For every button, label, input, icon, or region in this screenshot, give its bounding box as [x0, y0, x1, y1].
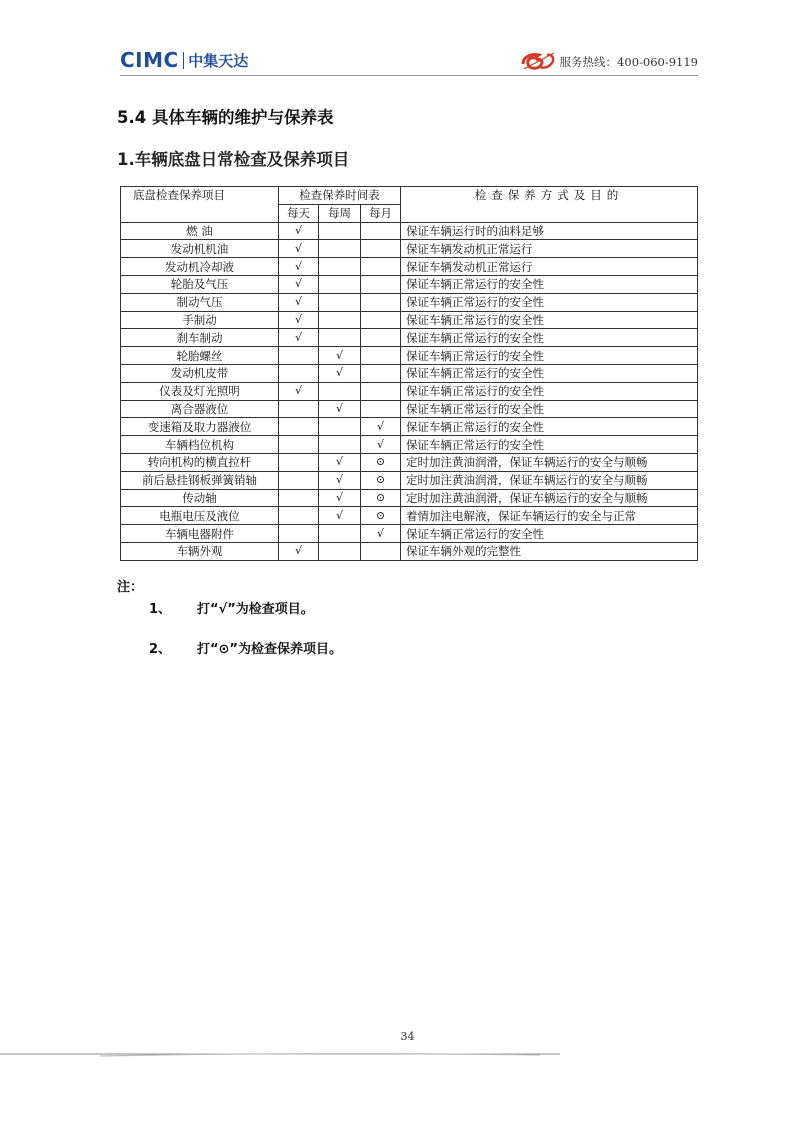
row-daily: √	[279, 275, 319, 293]
table-row	[121, 275, 698, 293]
row-monthly	[361, 275, 401, 293]
table-row	[121, 347, 698, 365]
row-daily	[279, 507, 319, 525]
row-weekly: √	[319, 347, 361, 365]
row-method: 定时加注黄油润滑，保证车辆运行的安全与顺畅	[401, 489, 698, 507]
header-item: 底盘检查保养项目	[121, 187, 279, 223]
row-monthly	[361, 347, 401, 365]
row-method: 保证车辆正常运行的安全性	[401, 525, 698, 543]
row-daily: √	[279, 329, 319, 347]
table-row	[121, 453, 698, 471]
row-item: 手制动	[121, 311, 279, 329]
row-daily: √	[279, 222, 319, 240]
row-monthly	[361, 400, 401, 418]
row-weekly	[319, 418, 361, 436]
row-daily: √	[279, 542, 319, 560]
row-item: 车辆档位机构	[121, 436, 279, 454]
notes	[117, 576, 342, 657]
row-item: 电瓶电压及液位	[121, 507, 279, 525]
row-daily: √	[279, 240, 319, 258]
header-monthly: 每月	[361, 204, 401, 222]
table-row	[121, 382, 698, 400]
row-item: 轮胎螺丝	[121, 347, 279, 365]
table-row	[121, 240, 698, 258]
row-monthly	[361, 222, 401, 240]
row-daily: √	[279, 382, 319, 400]
row-method: 保证车辆正常运行的安全性	[401, 275, 698, 293]
row-method: 定时加注黄油润滑，保证车辆运行的安全与顺畅	[401, 453, 698, 471]
row-monthly	[361, 542, 401, 560]
row-weekly	[319, 436, 361, 454]
table-row	[121, 525, 698, 543]
table-row	[121, 471, 698, 489]
row-item: 传动轴	[121, 489, 279, 507]
footer-divider	[0, 1050, 560, 1058]
table-row	[121, 222, 698, 240]
service-logo-icon	[520, 50, 556, 74]
table-body	[121, 222, 698, 560]
row-monthly: √	[361, 418, 401, 436]
row-daily	[279, 418, 319, 436]
row-daily: √	[279, 311, 319, 329]
subsection-title: 1.车辆底盘日常检查及保养项目	[117, 150, 350, 169]
row-item: 仪表及灯光照明	[121, 382, 279, 400]
row-monthly	[361, 240, 401, 258]
maintenance-table	[120, 186, 698, 561]
row-method: 保证车辆正常运行的安全性	[401, 293, 698, 311]
row-item: 轮胎及气压	[121, 275, 279, 293]
row-weekly	[319, 275, 361, 293]
row-item: 变速箱及取力器液位	[121, 418, 279, 436]
row-item: 车辆电器附件	[121, 525, 279, 543]
row-method: 保证车辆发动机正常运行	[401, 240, 698, 258]
table-row	[121, 329, 698, 347]
row-weekly	[319, 311, 361, 329]
row-weekly: √	[319, 453, 361, 471]
page-number: 34	[400, 1030, 415, 1043]
row-weekly: √	[319, 489, 361, 507]
row-item: 刹车制动	[121, 329, 279, 347]
row-monthly	[361, 311, 401, 329]
row-monthly	[361, 293, 401, 311]
row-daily	[279, 347, 319, 365]
note-number: 2、	[149, 642, 172, 657]
row-weekly	[319, 240, 361, 258]
row-daily	[279, 471, 319, 489]
row-monthly	[361, 382, 401, 400]
page-header	[120, 44, 698, 76]
row-method: 着情加注电解液，保证车辆运行的安全与正常	[401, 507, 698, 525]
row-daily	[279, 489, 319, 507]
row-daily: √	[279, 258, 319, 276]
row-item: 燃 油	[121, 222, 279, 240]
row-weekly: √	[319, 507, 361, 525]
table-row	[121, 542, 698, 560]
header-divider	[120, 75, 698, 76]
row-weekly	[319, 525, 361, 543]
table-row	[121, 364, 698, 382]
row-item: 离合器液位	[121, 400, 279, 418]
table-row	[121, 489, 698, 507]
hotline-text: 服务热线：400-060-9119	[559, 55, 698, 69]
row-item: 发动机皮带	[121, 364, 279, 382]
row-weekly	[319, 542, 361, 560]
row-method: 保证车辆正常运行的安全性	[401, 329, 698, 347]
logo-chinese-name: 中集天达	[188, 51, 249, 70]
row-monthly: √	[361, 436, 401, 454]
row-daily	[279, 400, 319, 418]
row-item: 前后悬挂钢板弹簧销轴	[121, 471, 279, 489]
note-text: 打“√”为检查项目。	[197, 602, 314, 617]
table-row	[121, 436, 698, 454]
notes-title: 注：	[117, 580, 144, 595]
row-monthly	[361, 258, 401, 276]
header-weekly: 每周	[319, 204, 361, 222]
row-method: 保证车辆正常运行的安全性	[401, 311, 698, 329]
row-monthly: ⊙	[361, 471, 401, 489]
note-item	[149, 638, 342, 657]
table-row	[121, 507, 698, 525]
row-weekly	[319, 222, 361, 240]
row-method: 保证车辆发动机正常运行	[401, 258, 698, 276]
row-weekly: √	[319, 400, 361, 418]
row-method: 保证车辆正常运行的安全性	[401, 436, 698, 454]
table-row	[121, 400, 698, 418]
row-item: 车辆外观	[121, 542, 279, 560]
row-monthly: ⊙	[361, 453, 401, 471]
row-weekly: √	[319, 364, 361, 382]
row-method: 定时加注黄油润滑，保证车辆运行的安全与顺畅	[401, 471, 698, 489]
row-monthly: ⊙	[361, 489, 401, 507]
table-row	[121, 258, 698, 276]
row-monthly	[361, 364, 401, 382]
row-daily	[279, 525, 319, 543]
row-daily	[279, 436, 319, 454]
table-row	[121, 418, 698, 436]
logo-brand: CIMC	[120, 48, 179, 72]
note-text: 打“⊙”为检查保养项目。	[197, 642, 342, 657]
row-method: 保证车辆正常运行的安全性	[401, 418, 698, 436]
table-row	[121, 311, 698, 329]
row-item: 发动机机油	[121, 240, 279, 258]
header-daily: 每天	[279, 204, 319, 222]
row-daily: √	[279, 293, 319, 311]
row-weekly: √	[319, 471, 361, 489]
hotline	[520, 50, 698, 74]
row-monthly: ⊙	[361, 507, 401, 525]
row-method: 保证车辆外观的完整性	[401, 542, 698, 560]
table-row	[121, 293, 698, 311]
row-method: 保证车辆正常运行的安全性	[401, 347, 698, 365]
row-weekly	[319, 382, 361, 400]
logo-separator	[183, 52, 185, 69]
header-method: 检查保养方式及目的	[401, 187, 698, 223]
row-weekly	[319, 258, 361, 276]
row-daily	[279, 364, 319, 382]
header-schedule: 检查保养时间表	[279, 187, 401, 205]
company-logo	[120, 48, 248, 72]
row-method: 保证车辆正常运行的安全性	[401, 364, 698, 382]
row-item: 制动气压	[121, 293, 279, 311]
row-weekly	[319, 329, 361, 347]
row-method: 保证车辆运行时的油料足够	[401, 222, 698, 240]
row-weekly	[319, 293, 361, 311]
row-method: 保证车辆正常运行的安全性	[401, 400, 698, 418]
row-item: 发动机冷却液	[121, 258, 279, 276]
note-item	[149, 598, 314, 617]
row-monthly: √	[361, 525, 401, 543]
section-title: 5.4 具体车辆的维护与保养表	[117, 108, 334, 127]
row-method: 保证车辆正常运行的安全性	[401, 382, 698, 400]
row-monthly	[361, 329, 401, 347]
row-daily	[279, 453, 319, 471]
note-number: 1、	[149, 602, 172, 617]
row-item: 转向机构的横直拉杆	[121, 453, 279, 471]
